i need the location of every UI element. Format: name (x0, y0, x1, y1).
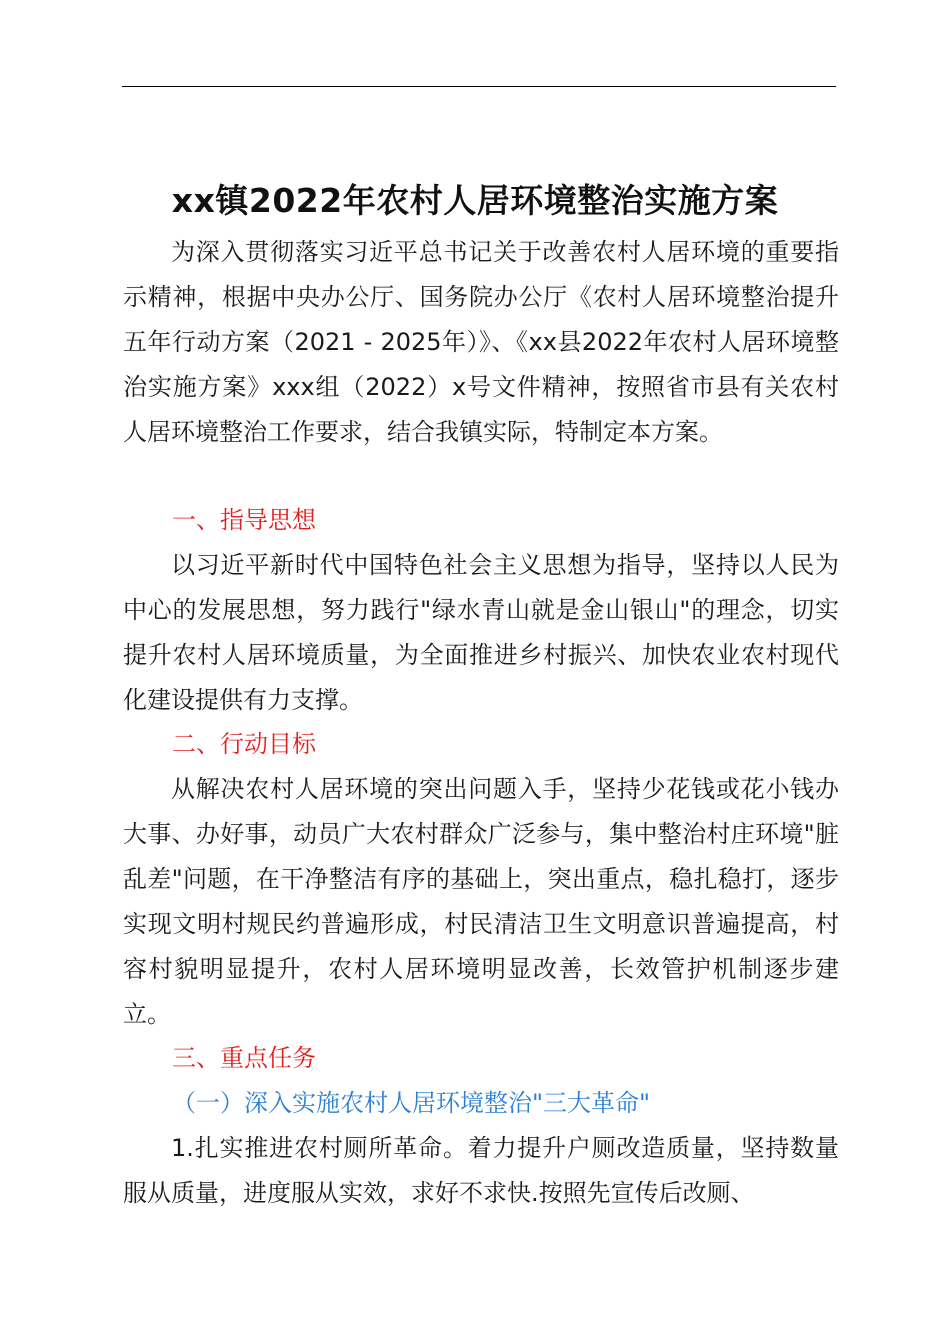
action-goals-paragraph: 从解决农村人居环境的突出问题入手，坚持少花钱或花小钱办大事、办好事，动员广大农村群众广泛参与，集中整治村庄环境"脏乱差"问题，在干净整洁有序的基础上，突出重点，稳扎稳打，逐步实现文明村规民约普遍形成，村民清洁卫生文明意识普遍提高，村容村貌明显提升，农村人居环境明显改善，长效管护机制逐步建立。 (123, 775, 839, 1028)
toilet-revolution-paragraph: 1.扎实推进农村厕所革命。着力提升户厕改造质量，坚持数量服从质量，进度服从实效，求好不求快.按照先宣传后改厕、 (123, 1134, 839, 1207)
section-heading-key-tasks: 三、重点任务 (172, 1044, 316, 1072)
section-heading-guiding-ideology: 一、指导思想 (172, 506, 316, 534)
section-heading-action-goals: 二、行动目标 (172, 730, 316, 758)
header-rule (122, 86, 836, 87)
document-title: xx镇2022年农村人居环境整治实施方案 (171, 181, 779, 221)
intro-paragraph: 为深入贯彻落实习近平总书记关于改善农村人居环境的重要指示精神，根据中央办公厅、国务院办公厅《农村人居环境整治提升五年行动方案（2021 - 2025年）》、《xx县2022年农村人居环境整治实施方案》xxx组（2022）x号文件精神，按照省市县有关农村人居环境整治工作要求，结合我镇实际，特制定本方案。 (123, 238, 839, 446)
guiding-ideology-paragraph: 以习近平新时代中国特色社会主义思想为指导，坚持以人民为中心的发展思想，努力践行"绿水青山就是金山银山"的理念，切实提升农村人居环境质量，为全面推进乡村振兴、加快农业农村现代化建设提供有力支撑。 (123, 551, 839, 714)
subsection-heading-three-revolutions: （一）深入实施农村人居环境整治"三大革命" (172, 1089, 651, 1117)
